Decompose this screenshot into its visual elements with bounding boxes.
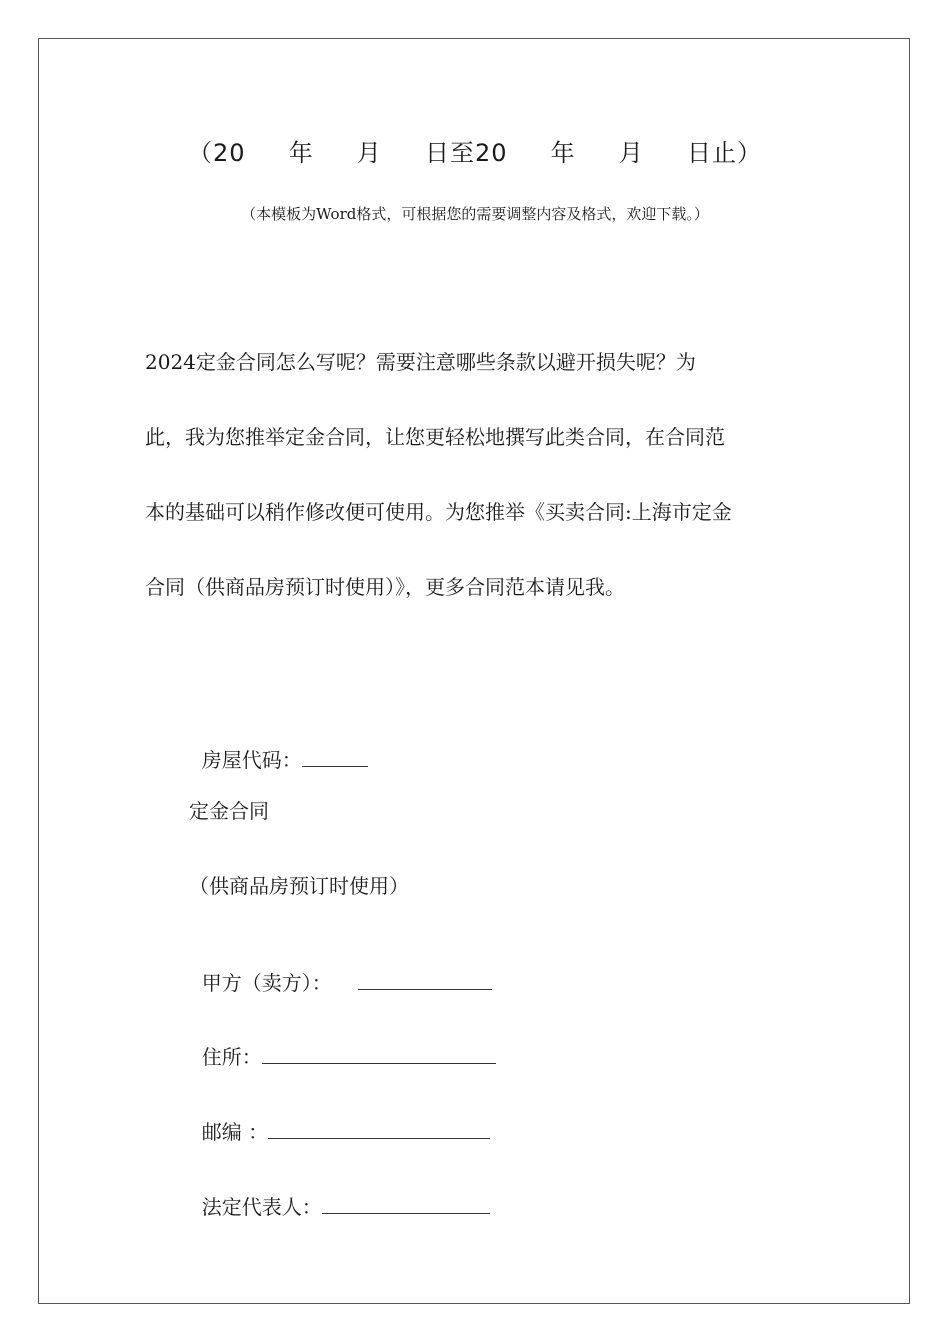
contract-subtitle: （供商品房预订时使用） bbox=[189, 874, 409, 898]
date-range-heading: （20 年 月 日至20 年 月 日止） bbox=[188, 139, 762, 167]
address-field bbox=[189, 1025, 496, 1067]
house-code-blank bbox=[302, 748, 368, 767]
intro-line-3: 本的基础可以稍作修改便可使用。为您推举《买卖合同:上海市定金 bbox=[145, 500, 732, 524]
intro-line-1: 2024定金合同怎么写呢？需要注意哪些条款以避开损失呢？为 bbox=[145, 350, 696, 374]
postcode-label: 邮编 ： bbox=[201, 1120, 269, 1144]
house-code-label: 房屋代码： bbox=[201, 748, 302, 772]
address-blank bbox=[262, 1045, 496, 1064]
party-a-label: 甲方（卖方）： bbox=[201, 971, 332, 995]
intro-line-4: 合同（供商品房预订时使用）》，更多合同范本请见我。 bbox=[145, 575, 625, 599]
house-code-field bbox=[189, 728, 368, 770]
legal-rep-label: 法定代表人： bbox=[201, 1195, 322, 1219]
party-a-blank bbox=[358, 971, 492, 990]
postcode-blank bbox=[268, 1120, 490, 1139]
contract-title: 定金合同 bbox=[189, 799, 269, 823]
legal-rep-blank bbox=[322, 1195, 490, 1214]
template-note: （本模板为Word格式，可根据您的需要调整内容及格式，欢迎下载。） bbox=[241, 205, 709, 223]
intro-line-2: 此，我为您推举定金合同，让您更轻松地撰写此类合同，在合同范 bbox=[145, 425, 725, 449]
address-label: 住所： bbox=[201, 1045, 262, 1069]
party-a-field bbox=[189, 951, 492, 993]
postcode-field bbox=[189, 1100, 490, 1142]
legal-rep-field bbox=[189, 1175, 490, 1217]
